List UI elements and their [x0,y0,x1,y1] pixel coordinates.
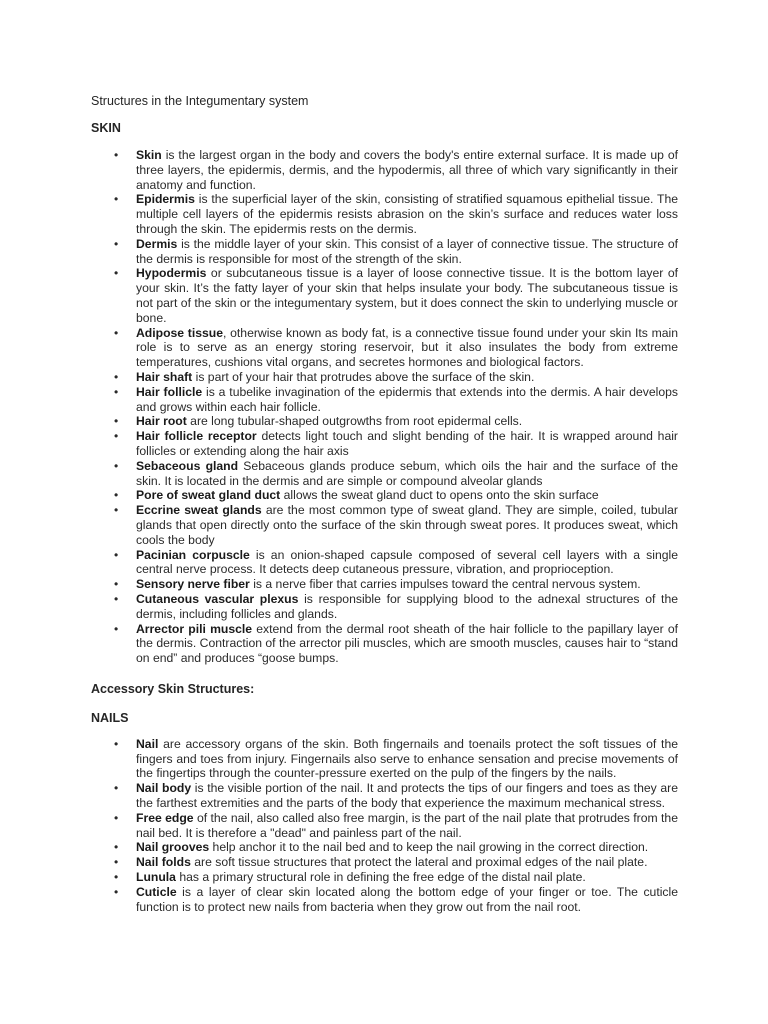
term-definition: , otherwise known as body fat, is a connective tissue found under your skin Its main role is to serve as an energy storing reservoir, but it also insulates the body from extreme temperatures, cushions vital organs, and secretes hormones and biological factors. [136,325,678,370]
term-definition: detects light touch and slight bending of the hair. It is wrapped around hair follicles or extending along the hair axis [136,429,678,458]
term-definition: is responsible for supplying blood to the adnexal structures of the dermis, including follicles and glands. [136,591,678,621]
term-name: Pore of sweat gland duct [136,488,281,503]
bullet-icon: • [114,503,119,518]
bullet-icon: • [114,621,119,636]
list-item [114,591,678,622]
term-definition: is a layer of clear skin located along the bottom edge of your finger or toe. The cuticle function is to protect new nails from bacteria when they grow out from the nail root. [136,884,678,914]
section-heading-accessory: Accessory Skin Structures: [91,681,255,696]
list-item [114,870,678,885]
term-name: Dermis [136,236,178,251]
list-item [114,148,678,192]
term-name: Hair follicle receptor [136,429,257,444]
bullet-icon: • [114,547,119,562]
list-item [114,810,678,841]
term-name: Epidermis [136,192,195,207]
list-item [114,884,678,915]
list-item [114,458,678,489]
term-definition: is the middle layer of your skin. This consist of a layer of connective tissue. The structure of the dermis is responsible for most of the strength of the skin. [136,236,678,266]
list-item [114,736,678,781]
term-definition: Sebaceous glands produce sebum, which oils the hair and the surface of the skin. It is located in the dermis and are simple or compound alveolar glands [136,458,678,488]
document-title: Structures in the Integumentary system [91,94,309,108]
term-name: Skin [136,148,162,162]
term-definition: is an onion-shaped capsule composed of several cell layers with a single central nerve process. It detects deep cutaneous pressure, vibration, and proprioception. [136,547,679,577]
list-item [114,414,678,429]
term-definition: is a tubelike invagination of the epidermis that extends into the dermis. A hair develops and grows within each hair follicle. [136,384,678,414]
list-item [114,384,678,415]
bullet-icon: • [114,884,119,899]
term-name: Arrector pili muscle [136,621,253,636]
term-definition: is a nerve fiber that carries impulses toward the central nervous system. [249,577,641,592]
term-name: Nail folds [136,855,191,870]
list-item [114,577,678,592]
bullet-icon: • [114,855,119,870]
term-definition: has a primary structural role in defining the free edge of the distal nail plate. [175,870,586,885]
term-definition: is the superficial layer of the skin, consisting of stratified squamous epithelial tissue. The multiple cell layers of the epidermis resists abrasion on the skin’s surface and reduces water loss through the skin. The epidermis rests on the dermis. [136,192,678,236]
term-definition: of the nail, also called also free margin, is the part of the nail plate that protrudes from the nail bed. It is therefore a "dead" and painless part of the nail. [136,810,678,840]
term-definition: are the most common type of sweat gland. They are simple, coiled, tubular glands that open directly onto the surface of the skin through sweat pores. It produces sweat, which cools the body [136,503,678,547]
bullet-icon: • [114,781,119,796]
bullet-icon: • [114,488,119,503]
term-name: Nail [136,736,159,751]
term-definition: or subcutaneous tissue is a layer of loose connective tissue. It is the bottom layer of your skin. It’s the fatty layer of your skin that helps insulate your body. The subcutaneous tissue is not part of the skin or the integumentary system, but it does connect the skin to underlying muscle or bone. [136,266,678,325]
term-name: Cuticle [136,884,177,899]
section-heading-skin: SKIN [91,121,121,135]
bullet-icon: • [114,414,119,429]
term-name: Hair root [136,414,187,429]
list-item [114,488,678,503]
term-name: Pacinian corpuscle [136,547,250,562]
list-item [114,369,678,385]
list-item [114,621,679,666]
list-item [114,503,678,547]
term-definition: extend from the dermal root sheath of the hair follicle to the papillary layer of the dermis. Contraction of the arrector pili muscles, which are smooth muscles, causes hair to “stand on end” and produces “goose bumps. [136,621,679,666]
term-name: Adipose tissue [136,325,224,340]
bullet-icon: • [114,236,119,251]
term-definition: help anchor it to the nail bed and to keep the nail growing in the correct direction. [209,840,649,855]
term-definition: is the largest organ in the body and covers the body's entire external surface. It is made up of three layers, the epidermis, dermis, and the hypodermis, all three of which vary significantly in their anatomy and function. [136,148,678,192]
bullet-icon: • [114,810,119,825]
list-item [114,547,679,578]
bullet-icon: • [114,192,119,207]
list-item [114,429,678,459]
term-definition: allows the sweat gland duct to opens onto the skin surface [280,488,599,503]
term-name: Sensory nerve fiber [136,577,250,592]
term-name: Free edge [136,810,194,825]
section-heading-nails: NAILS [91,710,129,725]
term-definition: are soft tissue structures that protect the lateral and proximal edges of the nail plate. [190,855,648,870]
list-item [114,840,678,855]
list-item [114,192,678,236]
bullet-icon: • [114,384,119,399]
bullet-icon: • [114,458,119,473]
bullet-icon: • [114,148,119,162]
term-name: Eccrine sweat glands [136,503,262,518]
term-name: Sebaceous gland [136,458,239,473]
list-item [114,325,678,370]
term-name: Lunula [136,870,176,885]
bullet-icon: • [114,369,119,384]
term-name: Nail grooves [136,840,210,855]
bullet-icon: • [114,870,119,885]
term-name: Hypodermis [136,266,207,281]
bullet-icon: • [114,266,119,281]
nails-term-list [91,737,678,915]
term-name: Nail body [136,781,192,796]
list-item [114,266,678,325]
bullet-icon: • [114,577,119,592]
bullet-icon: • [114,429,119,444]
list-item [114,855,678,870]
term-name: Cutaneous vascular plexus [136,591,299,606]
term-name: Hair shaft [136,369,193,384]
term-definition: is the visible portion of the nail. It and protects the tips of our fingers and toes as they are the farthest extremities and the parts of the body that experience the maximum mechanical stress. [136,781,678,811]
bullet-icon: • [114,736,119,751]
bullet-icon: • [114,325,119,340]
skin-term-list [91,148,678,666]
term-definition: are long tubular-shaped outgrowths from root epidermal cells. [186,414,523,429]
list-item [114,781,678,811]
term-definition: are accessory organs of the skin. Both fingernails and toenails protect the soft tissues of the fingers and toes from injury. Fingernails also serve to enhance sensation and precise movements of the fingertips through the counter-pressure exerted on the pulp of the fingers by the nails. [136,736,678,781]
bullet-icon: • [114,591,119,606]
bullet-icon: • [114,840,119,855]
term-name: Hair follicle [136,384,203,399]
list-item [114,236,678,267]
term-definition: is part of your hair that protrudes above the surface of the skin. [192,369,535,384]
